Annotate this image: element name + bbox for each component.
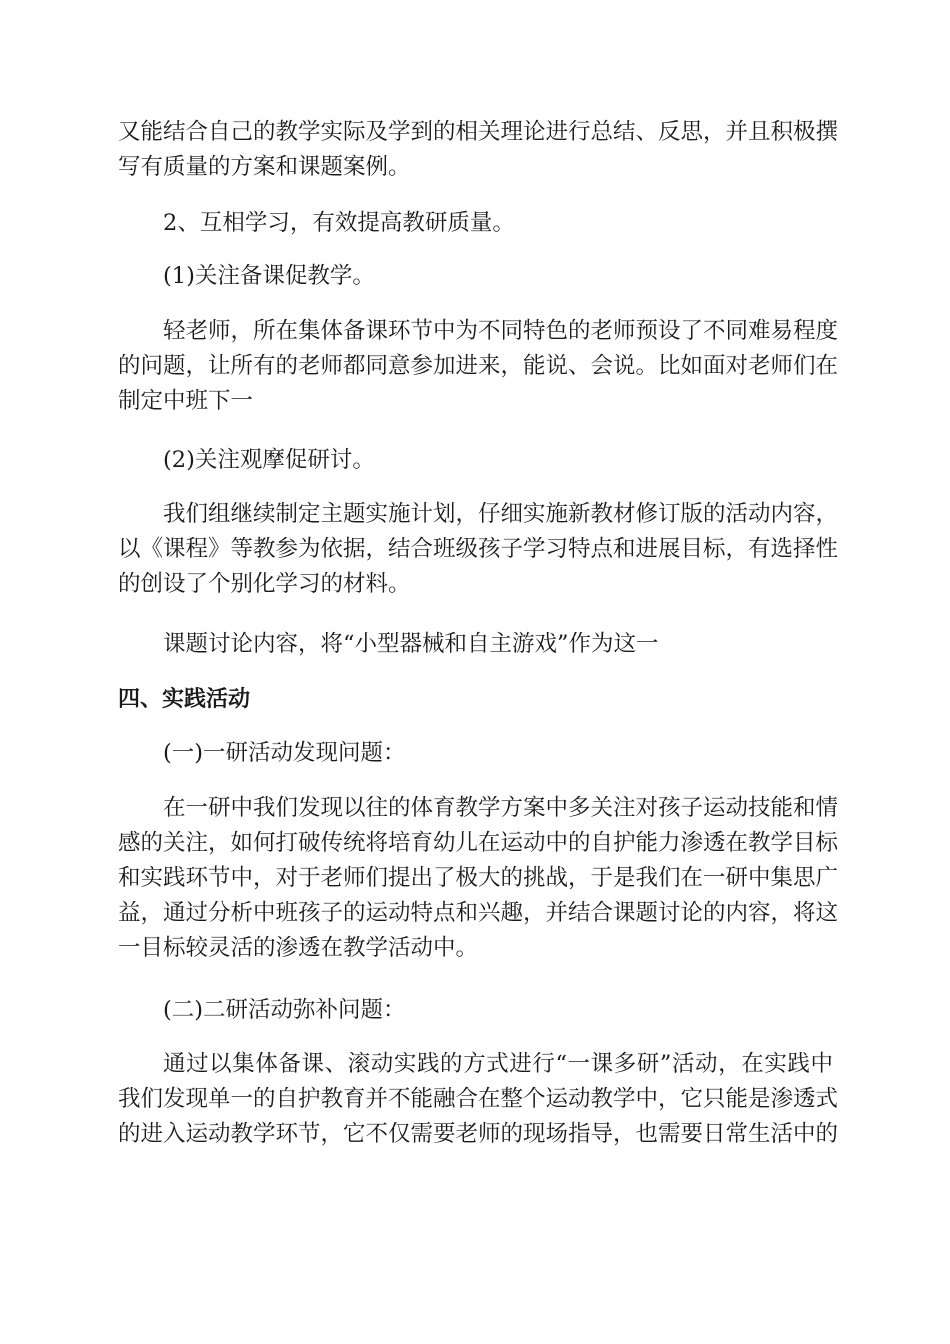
text-line: 我们组继续制定主题实施计划，仔细实施新教材修订版的活动内容， bbox=[163, 501, 839, 527]
text-line: 又能结合自己的教学实际及学到的相关理论进行总结、反思，并且积极撰 bbox=[118, 119, 839, 145]
text-line: 通过以集体备课、滚动实践的方式进行“一课多研”活动，在实践中 bbox=[163, 1051, 833, 1077]
text-line: 2、互相学习，有效提高教研质量。 bbox=[163, 210, 515, 236]
paragraph-first-study-body bbox=[118, 791, 839, 966]
text-line: 我们发现单一的自护教育并不能融合在整个运动教学中，它只能是渗透式 bbox=[118, 1086, 839, 1112]
paragraph-collective-prep bbox=[118, 314, 839, 419]
text-line: 益，通过分析中班孩子的运动特点和兴趣，并结合课题讨论的内容，将这 bbox=[118, 900, 839, 926]
paragraph-first-study bbox=[118, 736, 833, 771]
paragraph-subitem-2 bbox=[118, 443, 833, 478]
heading-text: 四、实践活动 bbox=[118, 687, 251, 712]
text-line: 在一研中我们发现以往的体育教学方案中多关注对孩子运动技能和情 bbox=[163, 795, 839, 821]
text-line: 以《课程》等教参为依据，结合班级孩子学习特点和进展目标，有选择性 bbox=[118, 536, 839, 562]
text-line: 感的关注，如何打破传统将培育幼儿在运动中的自护能力渗透在教学目标 bbox=[118, 830, 839, 856]
paragraph-reflection bbox=[118, 115, 839, 185]
text-line: 制定中班下一 bbox=[118, 388, 254, 414]
text-line: 课题讨论内容，将“小型器械和自主游戏”作为这一 bbox=[163, 631, 659, 657]
text-line: 和实践环节中，对于老师们提出了极大的挑战，于是我们在一研中集思广 bbox=[118, 865, 839, 891]
text-line: 一目标较灵活的渗透在教学活动中。 bbox=[118, 935, 479, 961]
text-line: 的问题，让所有的老师都同意参加进来，能说、会说。比如面对老师们在 bbox=[118, 353, 839, 379]
text-line: 轻老师，所在集体备课环节中为不同特色的老师预设了不同难易程度 bbox=[163, 318, 839, 344]
paragraph-second-study bbox=[118, 993, 833, 1028]
paragraph-item-2 bbox=[118, 206, 833, 241]
paragraph-topic bbox=[118, 627, 833, 662]
paragraph-second-study-body bbox=[118, 1047, 839, 1152]
text-line: (2)关注观摩促研讨。 bbox=[163, 447, 375, 473]
text-line: 的进入运动教学环节，它不仅需要老师的现场指导，也需要日常生活中的 bbox=[118, 1121, 839, 1147]
text-line: (1)关注备课促教学。 bbox=[163, 263, 375, 289]
text-line: (一)一研活动发现问题： bbox=[163, 740, 406, 766]
text-line: (二)二研活动弥补问题： bbox=[163, 997, 406, 1023]
paragraph-theme-plan bbox=[118, 497, 839, 602]
text-line: 写有质量的方案和课题案例。 bbox=[118, 154, 411, 180]
text-line: 的创设了个别化学习的材料。 bbox=[118, 571, 411, 597]
section-heading bbox=[118, 682, 833, 717]
paragraph-subitem-1 bbox=[118, 259, 833, 294]
